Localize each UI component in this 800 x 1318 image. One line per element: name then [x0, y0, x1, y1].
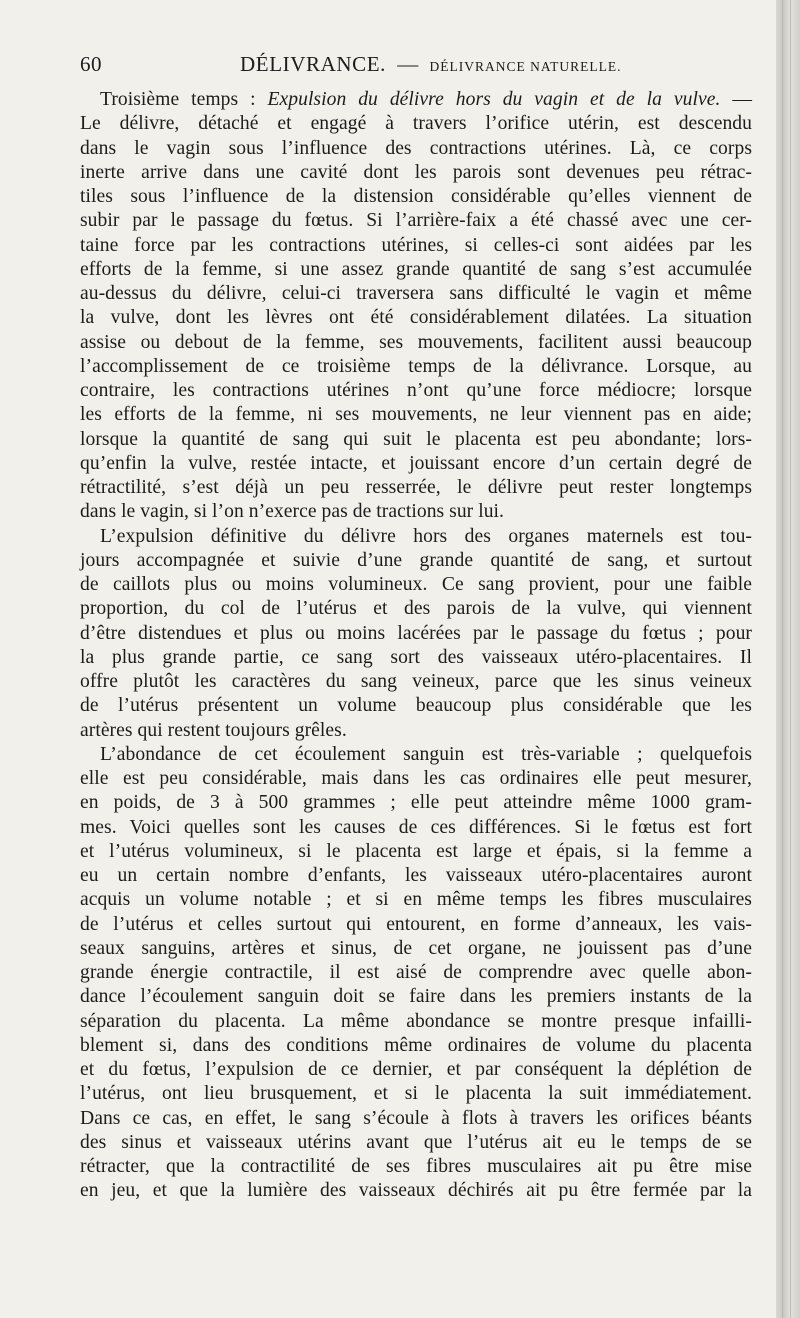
text-line: taine force par les contractions utérines, si celles-ci sont aidées par les	[80, 234, 752, 256]
text-line: dans le vagin, si l’on n’exerce pas de tractions sur lui.	[80, 501, 504, 523]
text-line: dance l’écoulement sanguin doit se faire dans les premiers instants de la	[80, 986, 752, 1008]
header-separator: —	[397, 52, 419, 76]
section-title: DÉLIVRANCE NATURELLE.	[429, 59, 622, 74]
text-line: qu’enfin la vulve, restée intacte, et jouissant encore d’un certain degré de	[80, 452, 752, 474]
text-line: dans le vagin sous l’influence des contractions utérines. Là, ce corps	[80, 137, 752, 159]
text-line: d’être distendues et plus ou moins lacérées par le passage du fœtus ; pour	[80, 622, 752, 644]
text-line: l’utérus, ont lieu brusquement, et si le placenta la suit immédiatement.	[80, 1083, 752, 1105]
text-line: rétractilité, s’est déjà un peu resserrée, le délivre peut rester longtemps	[80, 477, 752, 498]
text-line: la plus grande partie, ce sang sort des vaisseaux utéro-placentaires. Il	[80, 646, 752, 668]
text-line: séparation du placenta. La même abondance se montre presque infailli-	[80, 1010, 752, 1032]
section-heading-italic: Expulsion du délivre hors du vagin et de la vulve.	[267, 89, 721, 110]
text-line: Le délivre, détaché et engagé à travers l’orifice utérin, est descendu	[80, 113, 752, 135]
text-line: de caillots plus ou moins volumineux. Ce sang provient, pour une faible	[80, 574, 752, 595]
body-text	[80, 88, 752, 1204]
text-line: lorsque la quantité de sang qui suit le placenta est peu abondante; lors-	[80, 428, 752, 450]
text-line: seaux sanguins, artères et sinus, de cet organe, ne jouissent pas d’une	[80, 937, 752, 959]
text-line	[80, 88, 752, 112]
text-line: mes. Voici quelles sont les causes de ces différences. Si le fœtus est fort	[80, 816, 752, 838]
text-line: et du fœtus, l’expulsion de ce dernier, et par conséquent la déplétion de	[80, 1059, 752, 1080]
text-line: au-dessus du délivre, celui-ci traversera sans difficulté le vagin et même	[80, 283, 752, 304]
text-line: et l’utérus volumineux, si le placenta est large et épais, si la femme a	[80, 840, 752, 862]
text-line: efforts de la femme, si une assez grande quantité de sang s’est accumulée	[80, 258, 752, 280]
text-line: tiles sous l’influence de la distension considérable qu’elles viennent de	[80, 186, 752, 207]
text-line: de l’utérus présentent un volume beaucoup plus considérable que les	[80, 695, 752, 717]
running-head	[240, 52, 622, 77]
text-line: artères qui restent toujours grêles.	[80, 719, 347, 741]
text-line: subir par le passage du fœtus. Si l’arrière-faix a été chassé avec une cer-	[80, 210, 752, 232]
text-line: en poids, de 3 à 500 grammes ; elle peut atteindre même 1000 gram-	[80, 792, 752, 814]
page-number: 60	[80, 52, 102, 76]
text-line: les efforts de la femme, ni ses mouvements, ne leur viennent pas en aide;	[80, 404, 752, 426]
text-line: eu un certain nombre d’enfants, les vaisseaux utéro-placentaires auront	[80, 865, 752, 886]
text-line: en jeu, et que la lumière des vaisseaux déchirés ait pu être fermée par la	[80, 1180, 752, 1202]
text-line: jours accompagnée et suivie d’une grande quantité de sang, et surtout	[80, 549, 752, 571]
text-line: proportion, du col de l’utérus et des parois de la vulve, qui viennent	[80, 598, 752, 620]
first-line-lead: Troisième temps :	[100, 89, 268, 110]
text-line: de l’utérus et celles surtout qui entourent, en forme d’anneaux, les vais-	[80, 913, 752, 935]
text-line: rétracter, que la contractilité de ses fibres musculaires ait pu être mise	[80, 1156, 752, 1177]
page-header	[80, 52, 752, 84]
text-line: elle est peu considérable, mais dans les cas ordinaires elle peut mesurer,	[80, 768, 752, 789]
chapter-title: DÉLIVRANCE.	[240, 52, 387, 76]
text-line: blement si, dans des conditions même ordinaires de volume du placenta	[80, 1034, 752, 1056]
text-line: assise ou debout de la femme, ses mouvements, facilitent aussi beaucoup	[80, 331, 752, 353]
adjacent-page-edge	[776, 0, 800, 1318]
text-line: L’expulsion définitive du délivre hors des organes maternels est tou-	[100, 525, 752, 547]
text-line: inerte arrive dans une cavité dont les parois sont devenues peu rétrac-	[80, 161, 752, 183]
text-line: contraire, les contractions utérines n’ont qu’une force médiocre; lorsque	[80, 380, 752, 401]
text-line: des sinus et vaisseaux utérins avant que l’utérus ait eu le temps de se	[80, 1131, 752, 1153]
first-line-tail: —	[720, 89, 753, 110]
text-line: L’abondance de cet écoulement sanguin est très-variable ; quelquefois	[100, 743, 752, 765]
text-line: acquis un volume notable ; et si en même temps les fibres musculaires	[80, 889, 752, 911]
text-line: l’accomplissement de ce troisième temps de la délivrance. Lorsque, au	[80, 355, 752, 377]
text-line: Dans ce cas, en effet, le sang s’écoule à flots à travers les orifices béants	[80, 1107, 752, 1129]
text-line: la vulve, dont les lèvres ont été considérablement dilatées. La situation	[80, 307, 752, 329]
text-line: grande énergie contractile, il est aisé de comprendre avec quelle abon-	[80, 962, 752, 983]
text-line: offre plutôt les caractères du sang veineux, parce que les sinus veineux	[80, 671, 752, 692]
